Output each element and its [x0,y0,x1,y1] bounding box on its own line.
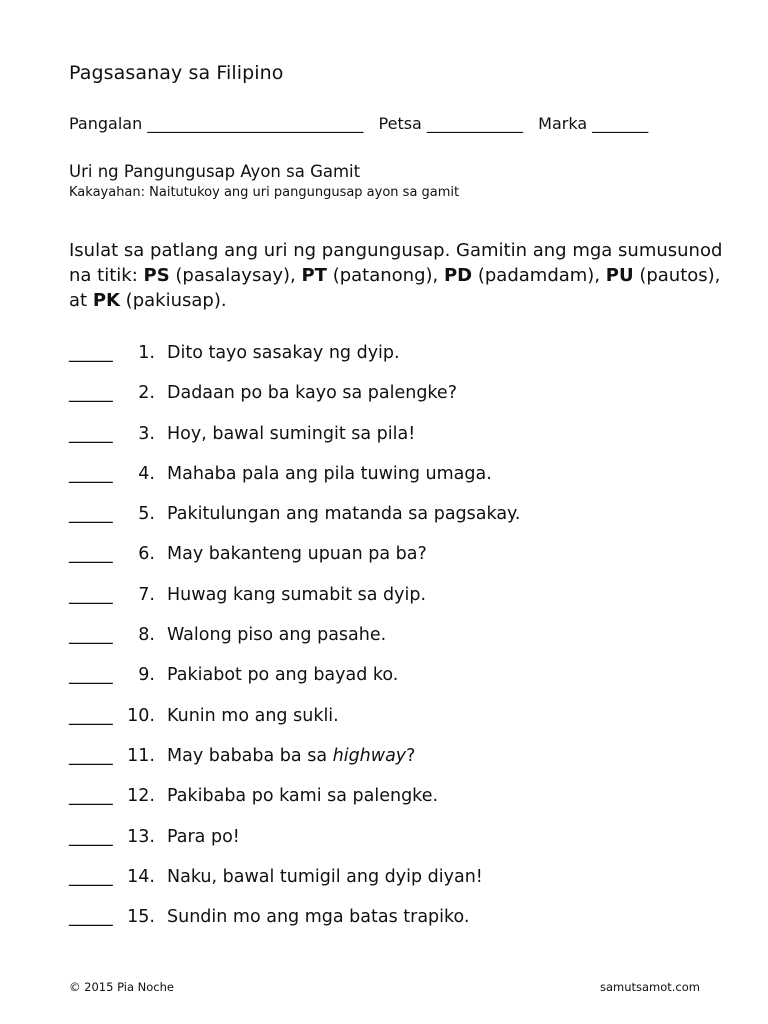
answer-blank[interactable]: _____ [69,907,113,928]
list-item [69,786,729,826]
item-sentence: Hoy, bawal sumingit sa pila! [167,423,416,444]
item-sentence [167,746,415,766]
item-sentence: Pakibaba po kami sa palengke. [167,786,439,807]
page-title: Pagsasanay sa Filipino [69,62,284,84]
section-title: Uri ng Pangungusap Ayon sa Gamit [69,162,361,181]
item-sentence-end: ? [406,745,416,766]
list-item [69,746,729,786]
name-blank: ___________________________ [147,114,364,133]
item-sentence: Kunin mo ang sukli. [167,705,339,726]
list-item [69,867,729,907]
list-item [69,625,729,665]
item-number: 11. [127,745,155,766]
item-sentence: Dito tayo sasakay ng dyip. [167,343,400,363]
item-sentence: Walong piso ang pasahe. [167,625,387,646]
list-item [69,907,729,947]
grade-blank: _______ [592,114,649,133]
list-item [69,665,729,705]
code-pk-meaning: (pakiusap). [119,290,227,311]
answer-blank[interactable]: _____ [69,544,113,565]
item-sentence-italic-word: highway [332,745,407,766]
item-sentence: Pakitulungan ang matanda sa pagsakay. [167,504,521,525]
skill-description: Kakayahan: Naitutukoy ang uri pangungusap ayon sa gamit [69,185,460,200]
answer-blank[interactable]: _____ [69,383,113,404]
item-number: 5. [138,504,155,525]
item-sentence: Para po! [167,826,240,847]
item-number: 15. [127,907,155,928]
item-number: 2. [138,383,155,404]
item-number: 4. [138,463,155,484]
answer-blank[interactable]: _____ [69,705,113,726]
answer-blank[interactable]: _____ [69,826,113,847]
answer-blank[interactable]: _____ [69,343,113,363]
list-item [69,827,729,867]
grade-label: Marka [538,114,588,133]
instructions-text: Isulat sa patlang ang uri ng pangungusap. Gamitin ang mga sumusunod na titik: [69,240,723,286]
item-number: 9. [138,665,155,686]
list-item [69,544,729,584]
item-sentence: Mahaba pala ang pila tuwing umaga. [167,463,492,484]
code-pd: PD [443,265,473,286]
answer-blank[interactable]: _____ [69,745,113,766]
answer-blank[interactable]: _____ [69,625,113,646]
item-sentence: Naku, bawal tumigil ang dyip diyan! [167,866,483,887]
list-item [69,504,729,544]
list-item [69,383,729,423]
item-number: 3. [138,423,155,444]
student-info-line [69,114,648,133]
item-number: 12. [127,786,155,807]
code-ps-meaning: (pasalaysay), [169,265,302,286]
item-number: 6. [138,544,155,565]
item-number: 1. [138,343,155,363]
website-url: samutsamot.com [599,980,700,994]
list-item [69,585,729,625]
list-item [69,464,729,504]
item-number: 8. [138,625,155,646]
item-number: 7. [138,584,155,605]
answer-blank[interactable]: _____ [69,463,113,484]
item-number: 10. [127,705,155,726]
item-number: 13. [127,826,155,847]
item-number: 14. [127,866,155,887]
code-pt-meaning: (patanong), [326,265,444,286]
code-pu: PU [605,265,634,286]
item-sentence: May bakanteng upuan pa ba? [167,544,427,565]
answer-blank[interactable]: _____ [69,665,113,686]
code-pu-meaning: (pautos), at [69,265,721,311]
code-pd-meaning: (padamdam), [472,265,606,286]
item-sentence: Dadaan po ba kayo sa palengke? [167,383,457,404]
answer-blank[interactable]: _____ [69,786,113,807]
item-sentence: Sundin mo ang mga batas trapiko. [167,907,470,928]
answer-blank[interactable]: _____ [69,866,113,887]
list-item [69,343,729,383]
copyright-notice: © 2015 Pia Noche [69,980,174,994]
item-sentence-text: May bababa ba sa [167,745,333,766]
list-item [69,706,729,746]
date-label: Petsa [378,114,422,133]
item-sentence: Pakiabot po ang bayad ko. [167,665,399,686]
exercise-list [69,343,729,947]
name-label: Pangalan [69,114,143,133]
code-ps: PS [143,265,170,286]
list-item [69,424,729,464]
code-pk: PK [92,290,120,311]
answer-blank[interactable]: _____ [69,504,113,525]
item-sentence: Huwag kang sumabit sa dyip. [167,584,427,605]
answer-blank[interactable]: _____ [69,584,113,605]
answer-blank[interactable]: _____ [69,423,113,444]
code-pt: PT [301,265,327,286]
date-blank: ____________ [426,114,523,133]
instructions [69,238,739,313]
